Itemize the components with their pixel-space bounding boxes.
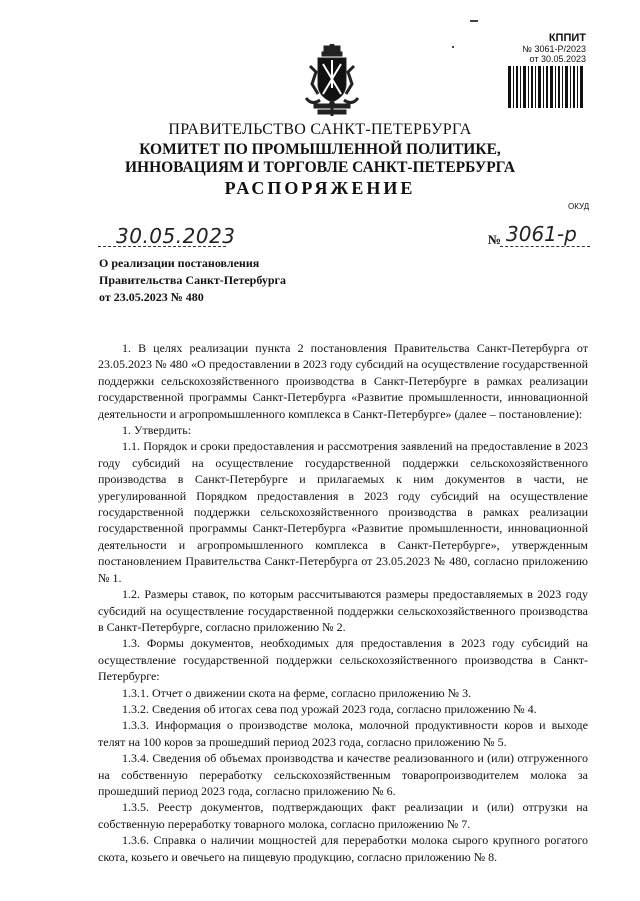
paragraph: 1.3.2. Сведения об итогах сева под урожай 2023 года, согласно приложению № 4. <box>122 701 537 716</box>
paragraph: 1.3. Формы документов, необходимых для предоставления в 2023 году субсидий на осуществление государственной поддержки сельскохозяйственного производства в Санкт-Петербурге: <box>98 636 588 684</box>
paragraph: 1.3.5. Реестр документов, подтверждающих факт реализации и (или) отгрузки на собственную переработку товарного молока, согласно приложению № 7. <box>98 800 588 831</box>
barcode <box>508 66 584 108</box>
document-type: РАСПОРЯЖЕНИЕ <box>224 178 416 198</box>
registration-stamp <box>500 32 586 108</box>
paragraph: 1.3.6. Справка о наличии мощностей для переработки молока сырого крупного рогатого скота, козьего и овечьего на пищевую продукцию, согласно приложению № 8. <box>98 833 588 864</box>
paragraph: 1.3.4. Сведения об объемах производства и качестве реализованного и (или) отгруженного на собственную переработку сельскохозяйственным товаропроизводителем молока за прошедший период 2023 года, согласно приложению № 6. <box>98 751 588 798</box>
date-underline <box>98 246 226 248</box>
coat-of-arms-emblem <box>300 44 364 118</box>
subject-line: Правительства Санкт-Петербурга <box>99 273 287 287</box>
document-body <box>98 340 588 865</box>
subject-line: О реализации постановления <box>99 256 260 270</box>
document-number: 3061-р <box>506 222 577 246</box>
okud-label: ОКУД <box>568 202 590 211</box>
scan-mark <box>452 46 454 48</box>
number-label: № <box>488 232 502 247</box>
paragraph: 1.3.1. Отчет о движении скота на ферме, согласно приложению № 3. <box>122 685 472 700</box>
government-title: ПРАВИТЕЛЬСТВО САНКТ-ПЕТЕРБУРГА <box>168 121 472 138</box>
paragraph: 1. В целях реализации пункта 2 постановления Правительства Санкт-Петербурга от 23.05.2023 № 480 «О предоставлении в 2023 году субсидий на осуществление государственной поддержки сельскохозяйственного производства в Санкт-Петербурге в рамках реализации государственной программы Санкт-Петербурга «Развитие промышленности, инновационной деятельности и агропромышленного комплекса в Санкт-Петербурге» (далее – постановление): <box>98 341 588 421</box>
number-underline <box>500 246 590 248</box>
stamp-code: КППИТ <box>548 32 586 44</box>
document-date: 30.05.2023 <box>116 224 236 248</box>
paragraph: 1.3.3. Информация о производстве молока, молочной продуктивности коров и выходе телят на 100 коров за прошедший период 2023 года, согласно приложению № 5. <box>98 718 588 749</box>
document-subject <box>99 255 286 306</box>
committee-title-line2: ИННОВАЦИЯМ И ТОРГОВЛЕ САНКТ-ПЕТЕРБУРГА <box>124 159 516 176</box>
scan-mark <box>470 20 478 22</box>
paragraph: 1.1. Порядок и сроки предоставления и рассмотрения заявлений на предоставление в 2023 году субсидий на осуществление государственной поддержки сельскохозяйственного производства в Санкт-Петербурге и прилагаемых к ним документов в части, не урегулированной Порядком предоставления в 2023 году субсидий на осуществление государственной поддержки сельскохозяйственного производства в рамках реализации государственной программы Санкт-Петербурга «Развитие промышленности, инновационной деятельности и агропромышленного комплекса в Санкт-Петербурге», утвержденным постановлением Правительства Санкт-Петербурга от 23.05.2023 № 480, согласно приложению № 1. <box>98 439 588 585</box>
committee-title-line1: КОМИТЕТ ПО ПРОМЫШЛЕННОЙ ПОЛИТИКЕ, <box>139 141 501 158</box>
paragraph: 1.2. Размеры ставок, по которым рассчитываются размеры предоставляемых в 2023 году субсидий на осуществление государственной поддержки сельскохозяйственного производства в Санкт-Петербурге, согласно приложению № 2. <box>98 587 588 634</box>
subject-line: от 23.05.2023 № 480 <box>99 290 204 304</box>
paragraph: 1. Утвердить: <box>122 423 192 438</box>
stamp-date: от 30.05.2023 <box>529 54 586 64</box>
stamp-number: № 3061-Р/2023 <box>522 44 586 54</box>
